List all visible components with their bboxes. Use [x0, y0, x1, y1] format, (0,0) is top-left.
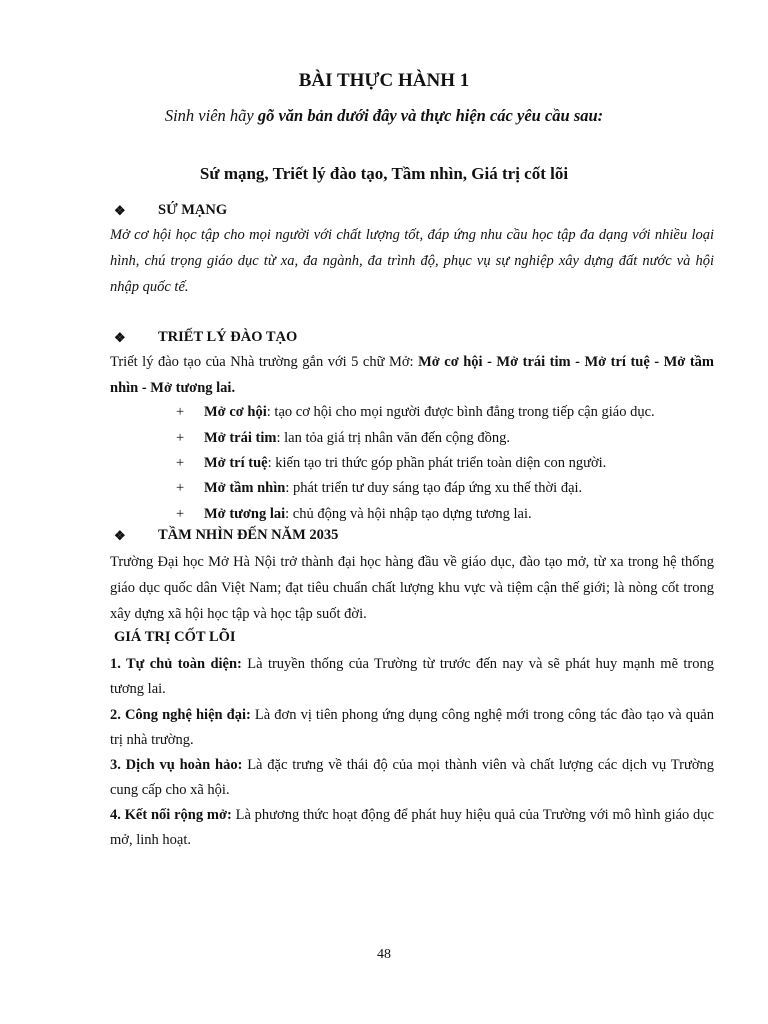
philosophy-item-term: Mở trí tuệ: [204, 455, 268, 471]
subtitle-plain: Sinh viên hãy: [164, 106, 258, 125]
philosophy-item-term: Mở cơ hội: [204, 404, 267, 420]
core-value-item: [110, 652, 714, 702]
vision-text: Trường Đại học Mở Hà Nội trở thành đại học hàng đầu về giáo dục, đào tạo mở, từ xa trong hệ thống giáo dục quốc dân Việt Nam; đạt tiêu chuẩn chất lượng khu vực và tiệm cận thế giới; là nòng cốt trong xây dựng xã hội học tập và học tập suốt đời.: [110, 554, 714, 622]
mission-text: Mở cơ hội học tập cho mọi người với chất lượng tốt, đáp ứng nhu cầu học tập đa dạng với nhiều loại hình, chú trọng giáo dục từ xa, đa ngành, đa trình độ, phục vụ sự nghiệp xây dựng đất nước và hội nhập quốc tế.: [110, 227, 714, 295]
philosophy-item-desc: : tạo cơ hội cho mọi người được bình đẳng trong tiếp cận giáo dục.: [266, 404, 655, 420]
core-value-term: 4. Kết nối rộng mở:: [110, 807, 232, 823]
philosophy-intro-text: Triết lý đào tạo của Nhà trường gắn với 5 chữ Mở:: [110, 354, 419, 370]
document-heading: Sứ mạng, Triết lý đào tạo, Tầm nhìn, Giá trị cốt lõi: [199, 164, 569, 183]
core-values-heading: [114, 629, 236, 646]
subtitle-bold: gõ văn bản dưới đây và thực hiện các yêu cầu sau:: [257, 106, 604, 125]
philosophy-item: [176, 426, 510, 450]
philosophy-item-desc: : chủ động và hội nhập tạo dựng tương lai.: [285, 506, 532, 522]
diamond-bullet-icon: ❖: [114, 527, 126, 543]
plus-bullet: +: [176, 404, 185, 420]
vision-heading: [114, 527, 338, 544]
philosophy-item: [176, 476, 582, 500]
diamond-bullet-icon: ❖: [114, 329, 126, 345]
page-title: BÀI THỰC HÀNH 1: [298, 70, 470, 91]
philosophy-item-desc: : phát triển tư duy sáng tạo đáp ứng xu thế thời đại.: [285, 480, 583, 496]
core-values-heading-label: GIÁ TRỊ CỐT LÕI: [114, 629, 236, 645]
philosophy-item: [176, 451, 606, 475]
core-value-term: 1. Tự chủ toàn diện:: [110, 656, 242, 672]
plus-bullet: +: [176, 455, 185, 471]
philosophy-intro: [110, 349, 714, 401]
core-value-term: 3. Dịch vụ hoàn hảo:: [110, 757, 243, 773]
core-value-term: 2. Công nghệ hiện đại:: [110, 707, 251, 723]
core-value-item: [110, 803, 714, 853]
philosophy-heading-label: TRIẾT LÝ ĐÀO TẠO: [158, 329, 298, 345]
philosophy-item: [176, 400, 655, 424]
core-value-desc: Là đặc trưng về thái độ của mọi thành viên và chất lượng các dịch vụ Trường cung cấp cho xã hội.: [110, 757, 714, 798]
diamond-bullet-icon: ❖: [114, 202, 126, 218]
plus-bullet: +: [176, 506, 185, 522]
core-value-item: [110, 753, 714, 803]
philosophy-item-term: Mở trái tim: [204, 430, 277, 446]
page-number: 48: [377, 947, 391, 962]
plus-bullet: +: [176, 480, 185, 496]
philosophy-item-desc: : kiến tạo tri thức góp phần phát triển toàn diện con người.: [267, 455, 607, 471]
philosophy-item-term: Mở tầm nhìn: [204, 480, 286, 496]
mission-heading-label: SỨ MẠNG: [158, 202, 228, 218]
plus-bullet: +: [176, 430, 185, 446]
core-value-desc: Là đơn vị tiên phong ứng dụng công nghệ mới trong công tác đào tạo và quản trị nhà trường.: [110, 707, 714, 748]
philosophy-item-term: Mở tương lai: [204, 506, 286, 522]
philosophy-item-desc: : lan tỏa giá trị nhân văn đến cộng đồng.: [276, 430, 511, 446]
core-value-desc: Là phương thức hoạt động để phát huy hiệu quả của Trường với mô hình giáo dục mở, linh hoạt.: [110, 807, 714, 848]
core-value-item: [110, 703, 714, 753]
philosophy-intro-bold: Mở cơ hội - Mở trái tim - Mở trí tuệ - Mở tầm nhìn - Mở tương lai.: [110, 354, 714, 396]
mission-heading: [114, 202, 227, 219]
vision-heading-label: TẦM NHÌN ĐẾN NĂM 2035: [158, 527, 339, 543]
philosophy-item: [176, 502, 532, 526]
core-value-desc: Là truyền thống của Trường từ trước đến nay và sẽ phát huy mạnh mẽ trong tương lai.: [110, 656, 714, 697]
instruction-subtitle: [0, 106, 768, 126]
philosophy-heading: [114, 329, 297, 346]
